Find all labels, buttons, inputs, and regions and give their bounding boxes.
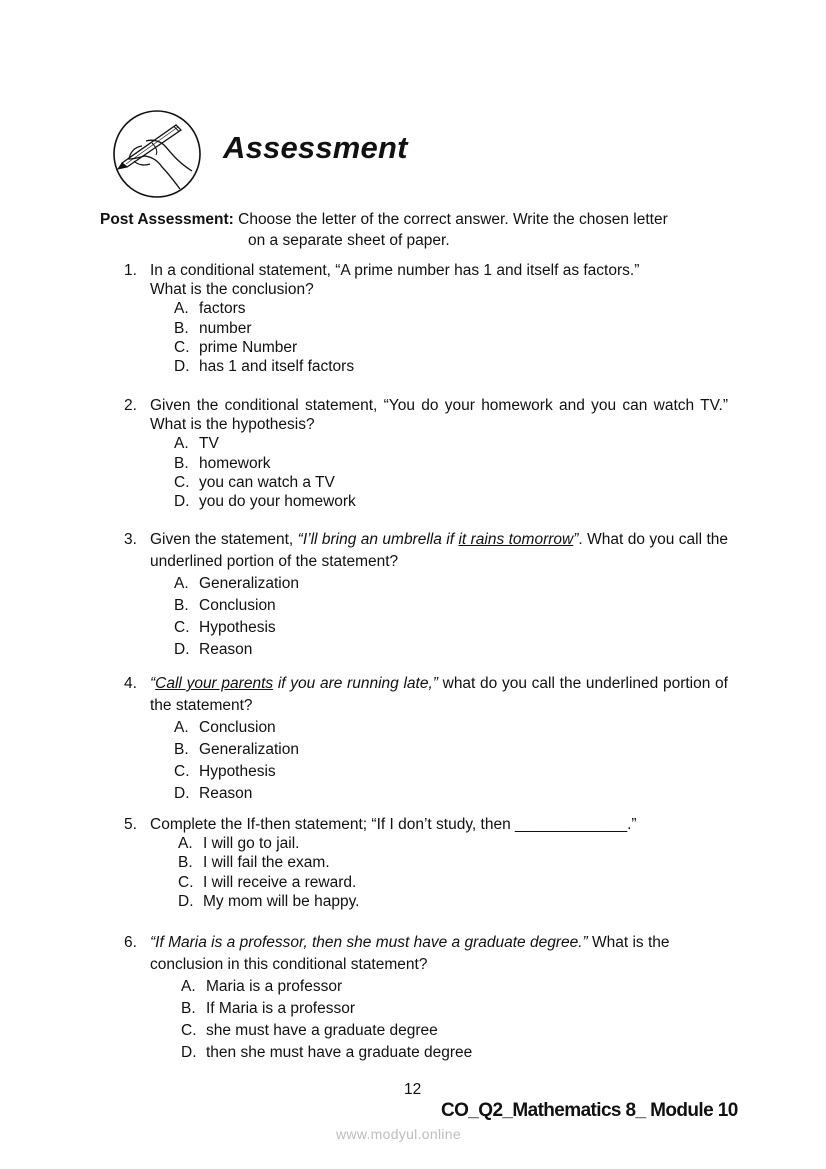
option-letter: C. [181,1022,197,1039]
option-letter: B. [174,741,189,758]
option-letter: B. [174,454,189,472]
stem-quote-open: “ [150,675,156,692]
option-d [174,357,728,376]
options-list [174,717,728,805]
option-b [178,853,728,872]
option-a [178,834,728,853]
option-text: she must have a graduate degree [206,1022,438,1039]
stem-text: Given the statement, [150,531,298,548]
option-text: prime Number [199,338,298,356]
stem-quote-close: ” [573,531,579,548]
stem-underlined-portion: it rains tomorrow [458,531,574,548]
module-footer: CO_Q2_Mathematics 8_ Module 10 [441,1100,738,1121]
option-text: Conclusion [199,597,276,614]
option-c [181,1020,728,1042]
option-text: Maria is a professor [206,978,343,995]
option-text: If Maria is a professor [206,1000,356,1017]
option-text: I will go to jail. [203,835,300,853]
options-list [181,976,728,1064]
option-text: I will fail the exam. [203,854,330,872]
stem-line: What is the conclusion? [150,281,314,299]
option-d [181,1042,728,1064]
option-c [174,617,728,639]
option-a [181,976,728,998]
option-b [174,454,728,473]
option-text: Hypothesis [199,763,276,780]
stem-underlined-portion: Call your parents [155,675,274,692]
watermark-link[interactable]: www.modyul.online [336,1126,461,1142]
question-number: 1. [124,262,137,279]
option-letter: A. [174,575,189,592]
options-list [178,834,728,911]
option-a [174,299,728,318]
option-b [174,319,728,338]
stem-quote: if you are running late,” [273,675,438,692]
option-letter: A. [174,435,189,453]
option-letter: B. [174,597,189,614]
question-5 [124,815,728,911]
options-list [174,434,728,511]
option-text: Reason [199,641,253,658]
hand-writing-pencil-icon [112,109,202,199]
option-letter: D. [174,641,190,658]
option-letter: C. [174,473,190,491]
option-a [174,573,728,595]
question-number: 3. [124,531,137,548]
option-b [174,739,728,761]
option-d [178,892,728,911]
option-letter: D. [174,358,190,376]
option-letter: A. [174,300,189,318]
option-letter: A. [178,835,193,853]
option-letter: C. [174,338,190,356]
option-text: you can watch a TV [199,473,335,491]
question-number: 5. [124,816,137,833]
option-b [174,595,728,617]
option-letter: A. [174,719,189,736]
option-letter: C. [178,873,194,891]
option-letter: D. [181,1044,197,1061]
question-1 [124,261,728,376]
option-text: I will receive a reward. [203,873,357,891]
option-letter: B. [181,1000,196,1017]
option-text: Reason [199,785,253,802]
options-list [174,573,728,661]
question-stem: Given the conditional statement, “You do your homework and you can watch TV.” What is the hypothesis? [150,397,728,434]
option-d [174,783,728,805]
instructions-text-line2: on a separate sheet of paper. [248,232,450,249]
option-text: factors [199,300,246,318]
stem-line: In a conditional statement, “A prime number has 1 and itself as factors.” [150,262,640,279]
option-letter: D. [178,892,194,910]
option-text: you do your homework [199,493,356,511]
question-stem [150,529,728,573]
option-letter: D. [174,493,190,511]
instructions-label: Post Assessment: [100,211,234,228]
instructions [100,209,740,251]
option-c [174,761,728,783]
question-2 [124,396,728,511]
question-number: 6. [124,934,137,951]
option-text: Hypothesis [199,619,276,636]
option-letter: D. [174,785,190,802]
option-text: homework [199,454,271,472]
option-letter: B. [178,854,193,872]
question-stem [150,673,728,717]
question-6 [124,932,728,1064]
page-title: Assessment [223,130,408,165]
option-text: number [199,319,252,337]
option-letter: C. [174,619,190,636]
instructions-text-line1: Choose the letter of the correct answer. Write the chosen letter [238,211,668,228]
stem-text: . What do you call the underlined portion of the statement? [150,531,728,570]
option-text: then she must have a graduate degree [206,1044,473,1061]
option-a [174,717,728,739]
page-number: 12 [404,1081,422,1098]
question-number: 4. [124,675,137,692]
option-c [174,338,728,357]
stem-text: what do you call the underlined portion of the statement? [150,675,728,714]
option-letter: B. [174,319,189,337]
option-c [178,873,728,892]
option-text: My mom will be happy. [203,892,360,910]
option-text: Generalization [199,741,299,758]
stem-quote: “If Maria is a professor, then she must have a graduate degree.” [150,934,588,951]
question-stem [150,261,728,299]
question-3 [124,529,728,661]
option-text: has 1 and itself factors [199,358,355,376]
option-text: TV [199,435,219,453]
question-stem [150,932,728,976]
question-4 [124,673,728,805]
option-c [174,473,728,492]
question-number: 2. [124,397,137,414]
stem-text: What is the conclusion in this conditional statement? [150,934,670,973]
option-a [174,434,728,453]
option-b [181,998,728,1020]
options-list [174,299,728,376]
option-letter: A. [181,978,196,995]
option-d [174,492,728,511]
option-text: Conclusion [199,719,276,736]
question-stem: Complete the If-then statement; “If I don’t study, then _____________.” [150,816,637,833]
option-letter: C. [174,763,190,780]
option-d [174,639,728,661]
option-text: Generalization [199,575,299,592]
stem-quote: “I’ll bring an umbrella if [297,531,459,548]
